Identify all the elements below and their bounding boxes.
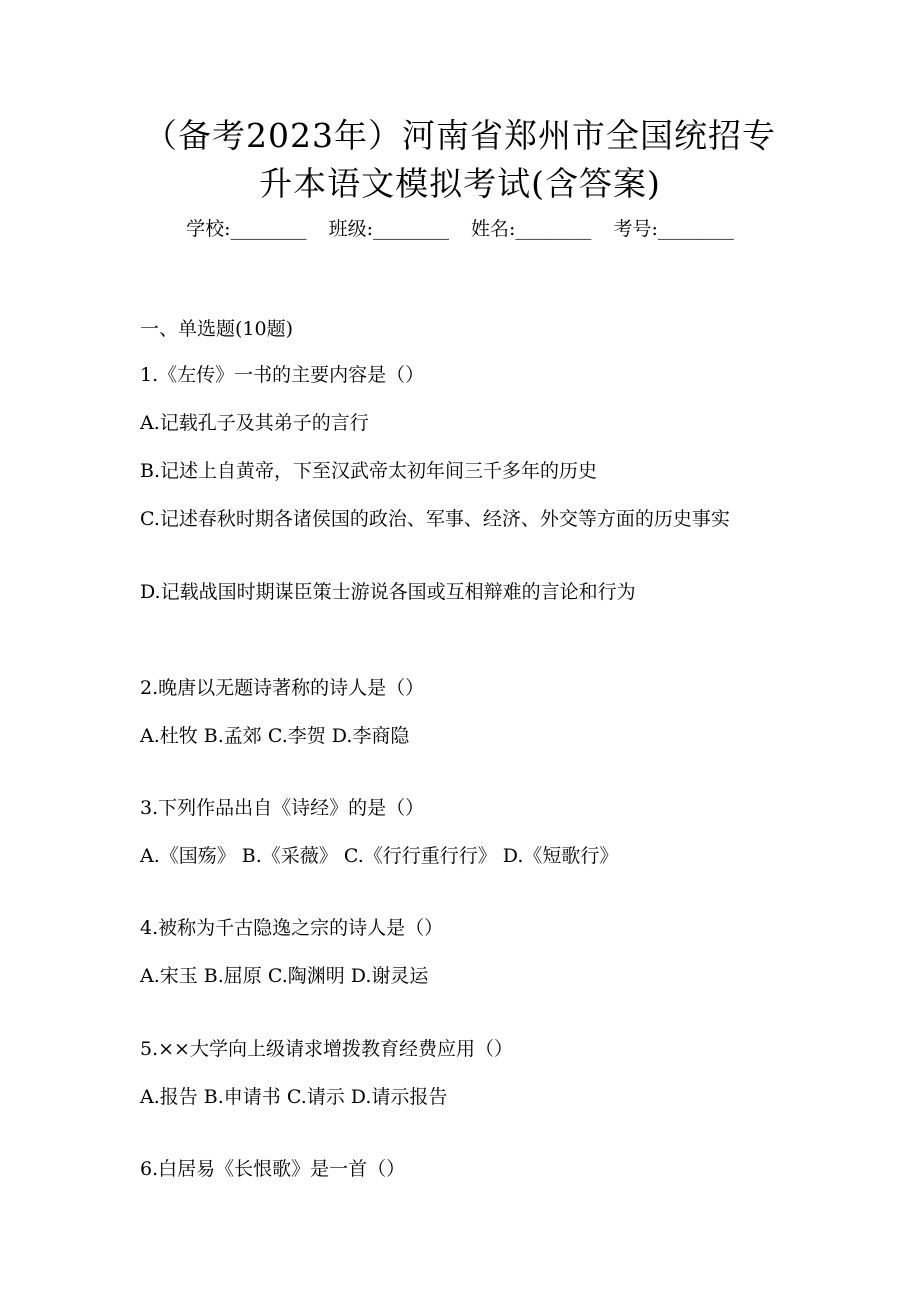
student-info-row bbox=[0, 216, 920, 242]
question-2-options: A.杜牧 B.孟郊 C.李贺 D.李商隐 bbox=[140, 725, 410, 747]
question-1-stem: 1.《左传》一书的主要内容是（） bbox=[140, 364, 425, 386]
question-1-option-b: B.记述上自黄帝，下至汉武帝太初年间三千多年的历史 bbox=[140, 460, 598, 482]
question-2-stem: 2.晚唐以无题诗著称的诗人是（） bbox=[140, 677, 425, 699]
question-1-option-c: C.记述春秋时期各诸侯国的政治、军事、经济、外交等方面的历史事实 bbox=[140, 508, 730, 530]
question-3-options: A.《国殇》 B.《采薇》 C.《行行重行行》 D.《短歌行》 bbox=[140, 845, 619, 867]
question-4-stem: 4.被称为千古隐逸之宗的诗人是（） bbox=[140, 917, 444, 939]
name-field: 姓名:________ bbox=[471, 218, 592, 240]
section-heading: 一、单选题(10题) bbox=[140, 318, 294, 340]
question-5-options: A.报告 B.申请书 C.请示 D.请示报告 bbox=[140, 1086, 448, 1108]
question-6-stem: 6.白居易《长恨歌》是一首（） bbox=[140, 1158, 406, 1180]
class-field: 班级:________ bbox=[328, 218, 449, 240]
exam-number-field: 考号:________ bbox=[613, 218, 734, 240]
question-4-options: A.宋玉 B.屈原 C.陶渊明 D.谢灵运 bbox=[140, 965, 429, 987]
document-title-line-1: （备考2023年）河南省郑州市全国统招专 bbox=[144, 116, 776, 155]
question-1-option-a: A.记载孔子及其弟子的言行 bbox=[140, 412, 369, 434]
question-3-stem: 3.下列作品出自《诗经》的是（） bbox=[140, 797, 425, 819]
document-title-line-2: 升本语文模拟考试(含答案) bbox=[259, 164, 661, 203]
school-field: 学校:________ bbox=[186, 218, 307, 240]
question-1-option-d: D.记载战国时期谋臣策士游说各国或互相辩难的言论和行为 bbox=[140, 581, 636, 603]
question-5-stem: 5.××大学向上级请求增拨教育经费应用（） bbox=[140, 1038, 513, 1060]
